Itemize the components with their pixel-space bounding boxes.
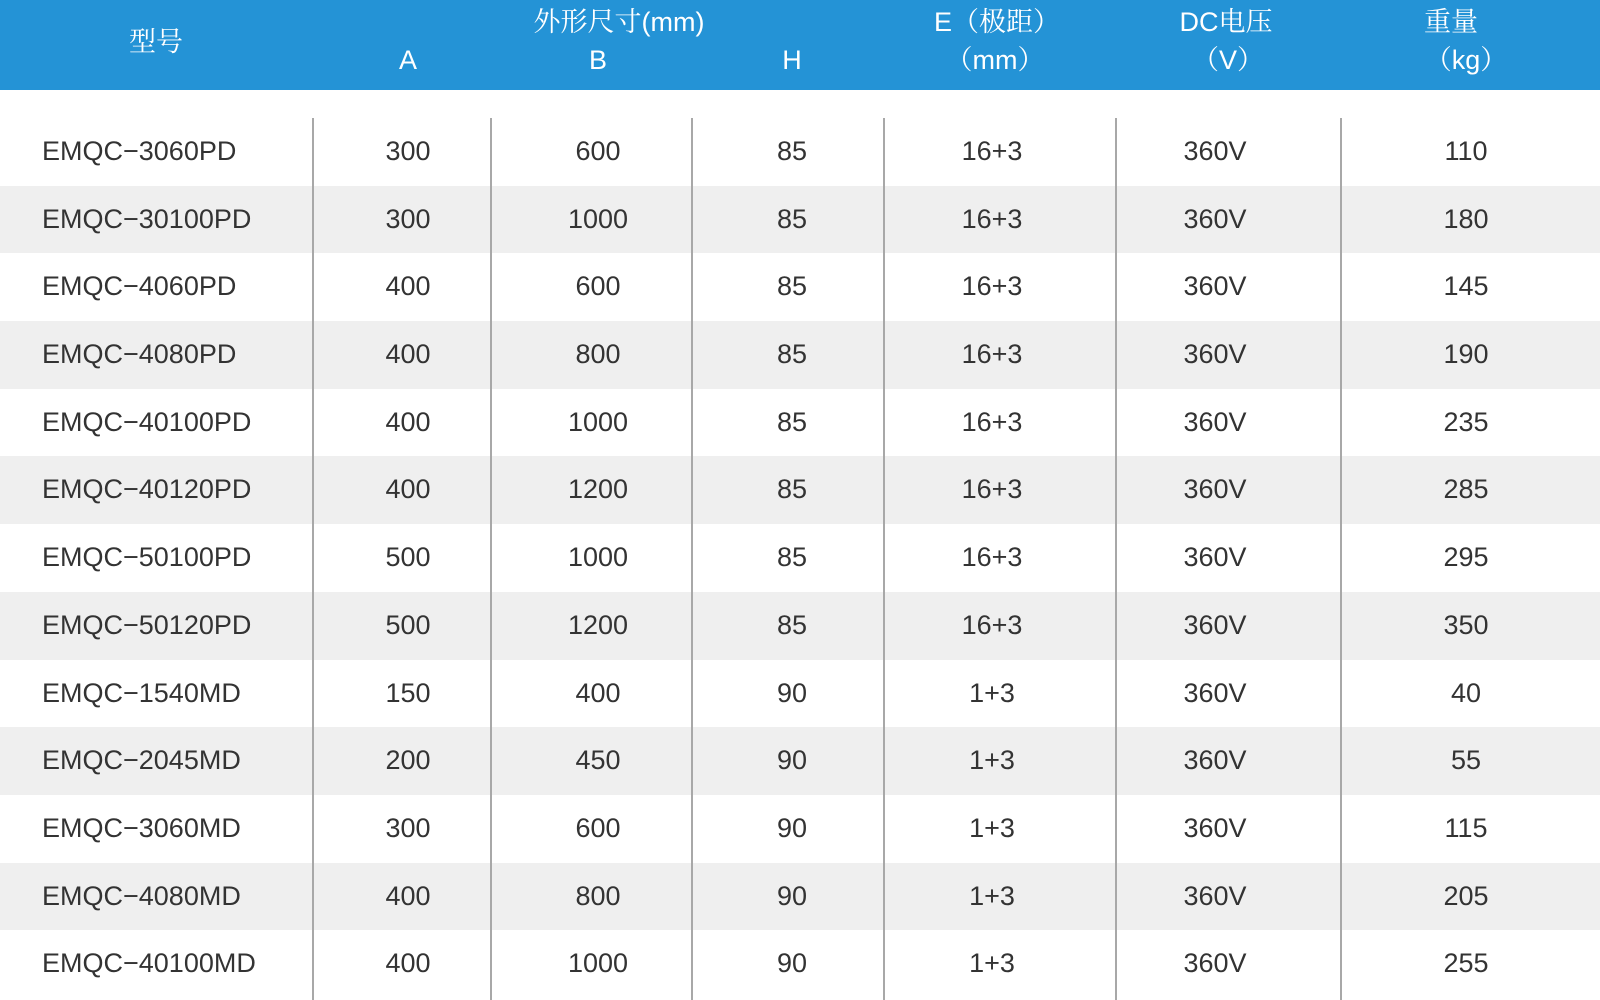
cell-h: 90 xyxy=(776,880,808,911)
cell-weight: 110 xyxy=(1444,136,1488,166)
cell-dc-voltage: 360V xyxy=(1183,948,1247,979)
column-divider xyxy=(1115,118,1117,1000)
cell-model: EMQC−4060PD xyxy=(42,271,237,302)
cell-pole-pitch: 1+3 xyxy=(969,677,1015,708)
cell-a: 400 xyxy=(385,474,431,505)
cell-a: 300 xyxy=(385,203,431,234)
cell-a: 400 xyxy=(385,406,431,437)
table-row xyxy=(0,456,1600,524)
table-row xyxy=(0,186,1600,254)
cell-b: 600 xyxy=(575,136,621,166)
cell-weight: 180 xyxy=(1443,203,1489,234)
cell-h: 90 xyxy=(776,745,808,776)
cell-weight: 40 xyxy=(1450,677,1482,708)
cell-pole-pitch: 16+3 xyxy=(961,203,1023,234)
cell-pole-pitch: 16+3 xyxy=(961,339,1023,370)
table-row xyxy=(0,253,1600,321)
cell-model: EMQC−40100MD xyxy=(42,948,256,979)
cell-weight: 350 xyxy=(1443,609,1489,640)
cell-a: 500 xyxy=(385,609,431,640)
cell-dc-voltage: 360V xyxy=(1183,609,1247,640)
cell-dc-voltage: 360V xyxy=(1183,136,1247,166)
cell-model: EMQC−30100PD xyxy=(42,203,252,234)
cell-pole-pitch: 16+3 xyxy=(961,406,1023,437)
table-row xyxy=(0,389,1600,457)
cell-b: 800 xyxy=(575,339,621,370)
header-dc-voltage-unit: （V） xyxy=(1191,45,1265,75)
cell-a: 400 xyxy=(385,880,431,911)
cell-b: 400 xyxy=(575,677,621,708)
cell-a: 300 xyxy=(385,812,431,843)
header-dc-voltage: DC电压 xyxy=(1179,7,1273,37)
column-divider xyxy=(312,118,314,1000)
header-h: H xyxy=(782,45,802,75)
cell-h: 85 xyxy=(776,406,808,437)
cell-dc-voltage: 360V xyxy=(1183,677,1247,708)
cell-pole-pitch: 1+3 xyxy=(969,745,1015,776)
cell-pole-pitch: 16+3 xyxy=(961,474,1023,505)
table-row xyxy=(0,660,1600,728)
header-b: B xyxy=(588,45,608,75)
table-row xyxy=(0,118,1600,186)
table-row xyxy=(0,930,1600,998)
column-divider xyxy=(883,118,885,1000)
cell-dc-voltage: 360V xyxy=(1183,271,1247,302)
cell-weight: 295 xyxy=(1443,542,1489,573)
cell-model: EMQC−40100PD xyxy=(42,406,252,437)
cell-pole-pitch: 1+3 xyxy=(969,812,1015,843)
cell-model: EMQC−4080MD xyxy=(42,880,241,911)
table-row xyxy=(0,592,1600,660)
cell-model: EMQC−3060MD xyxy=(42,812,241,843)
cell-weight: 115 xyxy=(1444,812,1488,843)
cell-dc-voltage: 360V xyxy=(1183,542,1247,573)
header-weight: 重量 xyxy=(1424,7,1478,37)
column-divider xyxy=(1340,118,1342,1000)
column-divider xyxy=(490,118,492,1000)
cell-b: 450 xyxy=(575,745,621,776)
header-pole-pitch-unit: （mm） xyxy=(945,45,1045,75)
cell-model: EMQC−50100PD xyxy=(42,542,252,573)
table-header xyxy=(0,0,1600,90)
cell-h: 90 xyxy=(776,812,808,843)
header-pole-pitch: E（极距） xyxy=(933,7,1061,37)
cell-dc-voltage: 360V xyxy=(1183,812,1247,843)
cell-a: 150 xyxy=(385,677,431,708)
cell-b: 1200 xyxy=(567,474,629,505)
cell-a: 400 xyxy=(385,948,431,979)
cell-weight: 205 xyxy=(1443,880,1489,911)
cell-model: EMQC−3060PD xyxy=(42,136,237,166)
cell-model: EMQC−2045MD xyxy=(42,745,241,776)
cell-h: 85 xyxy=(776,474,808,505)
cell-pole-pitch: 16+3 xyxy=(961,271,1023,302)
cell-weight: 145 xyxy=(1443,271,1489,302)
cell-dc-voltage: 360V xyxy=(1183,339,1247,370)
cell-dc-voltage: 360V xyxy=(1183,203,1247,234)
cell-pole-pitch: 16+3 xyxy=(961,542,1023,573)
cell-h: 85 xyxy=(776,542,808,573)
cell-h: 85 xyxy=(776,271,808,302)
cell-pole-pitch: 1+3 xyxy=(969,948,1015,979)
cell-pole-pitch: 16+3 xyxy=(961,609,1023,640)
cell-b: 1000 xyxy=(567,203,629,234)
cell-h: 90 xyxy=(776,948,808,979)
cell-dc-voltage: 360V xyxy=(1183,474,1247,505)
cell-model: EMQC−40120PD xyxy=(42,474,252,505)
cell-weight: 55 xyxy=(1450,745,1482,776)
cell-dc-voltage: 360V xyxy=(1183,880,1247,911)
table-row xyxy=(0,321,1600,389)
header-a: A xyxy=(398,45,418,75)
cell-b: 600 xyxy=(575,271,621,302)
table-row xyxy=(0,727,1600,795)
cell-model: EMQC−1540MD xyxy=(42,677,241,708)
cell-a: 400 xyxy=(385,271,431,302)
table-row xyxy=(0,795,1600,863)
cell-dc-voltage: 360V xyxy=(1183,406,1247,437)
cell-dc-voltage: 360V xyxy=(1183,745,1247,776)
cell-a: 300 xyxy=(385,136,431,166)
cell-b: 800 xyxy=(575,880,621,911)
cell-h: 85 xyxy=(776,203,808,234)
cell-b: 1200 xyxy=(567,609,629,640)
cell-a: 200 xyxy=(385,745,431,776)
cell-b: 1000 xyxy=(567,406,629,437)
cell-b: 1000 xyxy=(567,542,629,573)
cell-pole-pitch: 1+3 xyxy=(969,880,1015,911)
cell-weight: 285 xyxy=(1443,474,1489,505)
cell-a: 500 xyxy=(385,542,431,573)
table-row xyxy=(0,524,1600,592)
cell-weight: 255 xyxy=(1443,948,1489,979)
cell-model: EMQC−4080PD xyxy=(42,339,237,370)
header-dimensions: 外形尺寸(mm) xyxy=(533,7,705,37)
cell-b: 1000 xyxy=(567,948,629,979)
cell-model: EMQC−50120PD xyxy=(42,609,252,640)
cell-weight: 190 xyxy=(1443,339,1489,370)
column-divider xyxy=(691,118,693,1000)
cell-pole-pitch: 16+3 xyxy=(961,136,1023,166)
cell-h: 85 xyxy=(776,136,808,166)
header-model: 型号 xyxy=(129,27,183,57)
table-row xyxy=(0,863,1600,931)
cell-h: 90 xyxy=(776,677,808,708)
cell-b: 600 xyxy=(575,812,621,843)
table-body xyxy=(0,118,1600,998)
cell-a: 400 xyxy=(385,339,431,370)
cell-h: 85 xyxy=(776,339,808,370)
header-weight-unit: （kg） xyxy=(1424,45,1508,75)
cell-weight: 235 xyxy=(1443,406,1489,437)
cell-h: 85 xyxy=(776,609,808,640)
